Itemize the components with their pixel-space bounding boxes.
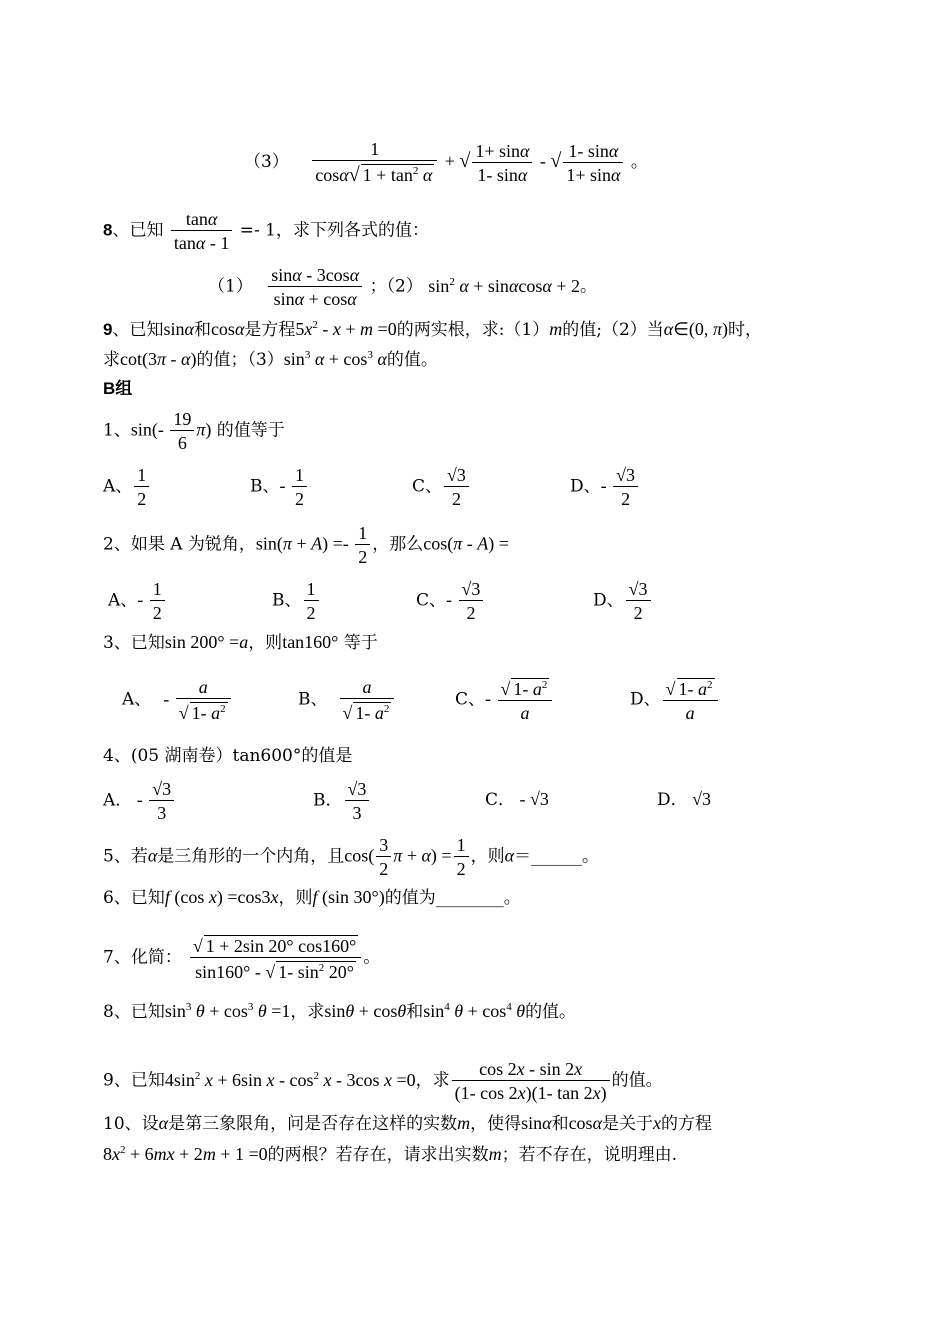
- question-b2: 2、如果 A 为锐角，sin(π + A) =- $\frac{1}{2}$ ，那么cos(π - A) =: [103, 523, 509, 567]
- option-label: B．: [313, 790, 343, 811]
- question-text: 2、如果 A 为锐角，: [103, 534, 256, 555]
- options-b1: A、 $\frac{1}{2}$: [103, 466, 151, 508]
- option-b: B、- $\frac{1}{2}$: [250, 466, 309, 508]
- formula: $\frac{1}{\cos\alpha√ 1 + \tan^2 \alpha}$: [312, 140, 437, 185]
- formula: $\frac{1- \sin\alpha}{1+ \sin\alpha}$: [563, 142, 623, 184]
- question-text: 求: [103, 350, 120, 370]
- question-text: ，使得: [470, 1114, 522, 1134]
- option-b: B、 $\frac{a}{√ 1- a^2}$: [298, 678, 396, 722]
- option-label: C、: [455, 689, 486, 710]
- question-text: 是三角形的一个内角，且: [157, 846, 345, 867]
- option-d: D、 $\frac{√ 1- a^2}{a}$: [630, 678, 720, 722]
- option-label: D、: [570, 476, 601, 497]
- question-text: 6、已知: [103, 888, 165, 908]
- option-d: D． √3: [657, 789, 712, 810]
- question-b8: 8、已知$\sin^3 \theta + \cos^3 \theta =1$，求sinθ + cosθ和$\sin^4 \theta + \cos^4 \theta$的值。: [103, 1001, 577, 1022]
- question-text: 和: [193, 320, 211, 340]
- question-b1: 1、sin(- $\frac{19}{6}$ π) 的值等于: [103, 409, 285, 453]
- option-label: D．: [657, 790, 688, 810]
- end-punct: 。: [580, 276, 597, 297]
- option-d: D、- $\frac{√3}{2}$: [570, 466, 640, 508]
- question-text: 10、设: [103, 1114, 159, 1134]
- question-text: 时，: [727, 320, 762, 340]
- question-b6: 6、已知f (cos x) =cos3x，则f (sin 30°)的值为________。: [103, 887, 521, 908]
- question-text: ，求: [290, 1002, 325, 1022]
- option-label: D、: [630, 689, 661, 710]
- question-text: 的值;（2）当: [562, 320, 664, 340]
- question-text: ，则: [248, 633, 283, 653]
- part-label: （3）: [244, 152, 289, 172]
- question-text: 等于: [343, 633, 378, 653]
- question-text: 1、: [103, 420, 131, 441]
- question-text: ，那么: [372, 534, 424, 555]
- option-d: D、 $\frac{√3}{2}$: [593, 580, 653, 622]
- question-b5: 5、若α是三角形的一个内角，且cos( $\frac{3}{2}$ π + α) = $\frac{1}{2}$ ，则α＝______。: [103, 835, 600, 879]
- question-text: 的两根？若存在，请求出实数: [267, 1145, 489, 1165]
- option-label: B、: [272, 590, 302, 611]
- option-label: B、: [298, 689, 328, 710]
- formula: $\frac{1+ \sin\alpha}{1- \sin\alpha}$: [472, 142, 532, 184]
- question-text: 是方程: [244, 320, 296, 340]
- option-label: C．: [485, 790, 516, 810]
- question-b4: 4、(05 湖南卷）tan600°的值是: [103, 746, 353, 766]
- question-text: 的值。: [525, 1002, 577, 1022]
- option-label: C、: [416, 590, 447, 611]
- formula: $\frac{\tan\alpha}{\tan\alpha - 1}$: [171, 210, 232, 252]
- option-a: A、- $\frac{1}{2}$: [108, 580, 167, 622]
- question-text: 、已知: [112, 220, 164, 241]
- question-text: 8、已知: [103, 1002, 165, 1022]
- question-text: =- 1，求下列各式的值：: [239, 220, 429, 241]
- option-label: A、: [122, 689, 152, 710]
- option-c: C、 $\frac{√3}{2}$: [412, 466, 471, 508]
- option-a: A、 - $\frac{a}{√ 1- a^2}$: [122, 678, 233, 722]
- option-b: B、 $\frac{1}{2}$: [272, 580, 321, 622]
- part-label: （1）: [208, 276, 253, 297]
- question-text: ，求: [415, 1070, 450, 1091]
- question-text: 和: [406, 1002, 424, 1022]
- question-text: 。: [363, 947, 381, 968]
- question-b7: 7、化简： $\frac{√ 1 + 2\sin 20^\circ \cos 160^\circ}{\sin 160^\circ - √ 1- \sin^2 20^\circ}$ 。: [103, 936, 381, 982]
- question-b10: 10、设α是第三象限角，问是否存在这样的实数m，使得sinα和cosα是关于x的方程: [103, 1113, 713, 1134]
- question-number: 8: [103, 220, 113, 240]
- question-b3: 3、已知sin 200° =a，则tan160° 等于: [103, 632, 378, 653]
- option-label: B、: [250, 476, 280, 497]
- question-a8-parts: [208, 266, 597, 308]
- question-text: 9、已知: [103, 1070, 165, 1091]
- formula: $\sin^2 \alpha + \sin\alpha\cos\alpha + 2$: [428, 275, 580, 296]
- formula: $\frac{\sin\alpha - 3\cos\alpha}{\sin\alpha + \cos\alpha}$: [268, 266, 362, 308]
- question-text: 是第三象限角，问是否存在这样的实数: [168, 1114, 458, 1134]
- question-text: ，则: [278, 888, 313, 908]
- question-text: ＝______。: [514, 846, 600, 867]
- question-text: 7、化简：: [103, 947, 182, 968]
- question-a9-line2: 求cot(3π - α)的值；$(3)\sin^3$ $\alpha + \cos^3 \alpha$的值。: [103, 349, 438, 370]
- option-c: C、- $\frac{√ 1- a^2}{a}$: [455, 678, 554, 722]
- q7-part3: （3） $\frac{1}{\cos\alpha√ 1 + \tan^2 \alpha}$ + √ $\frac{1+ \sin\alpha}{1- \sin\alpha}$ - √ $\frac{1- \sin\alpha}{1+ \sin\alpha}$ 。: [244, 139, 648, 186]
- option-a: A． - $\frac{√3}{3}$: [103, 780, 176, 822]
- question-text: 3、已知: [103, 633, 165, 653]
- option-label: A、: [103, 476, 133, 497]
- question-text: 的值等于: [216, 420, 285, 441]
- question-text: 的值为________。: [384, 888, 521, 908]
- question-text: 的值。: [611, 1070, 663, 1091]
- end-punct: 。: [630, 152, 648, 172]
- question-text: 的两实根，求:（1）: [396, 320, 550, 340]
- part-label: ；（2）: [369, 276, 423, 297]
- question-number: 9: [103, 320, 113, 339]
- section-heading: B组: [103, 379, 133, 398]
- question-text: 、已知: [112, 320, 164, 340]
- option-label: D、: [593, 590, 624, 611]
- question-text: 是关于: [602, 1114, 654, 1134]
- option-label: A、: [108, 590, 138, 611]
- question-text: ，则: [470, 846, 505, 867]
- question-text: 的方程: [661, 1114, 713, 1134]
- option-c: C、- $\frac{√3}{2}$: [416, 580, 485, 622]
- question-b10-line2: $8x^2 + 6mx + 2m + 1 =0$的两根？若存在，请求出实数m；若不存在，说明理由.: [103, 1144, 678, 1165]
- question-b9: 9、已知$4\sin^2$ x + 6sin x - $\cos^2 x - 3\cos$ x =0，求 $\frac{\cos 2x - \sin 2x}{(1- \cos 2x)(1- \tan 2x)}$ 的值。: [103, 1059, 663, 1103]
- question-a9: 9、已知sinα和cosα是方程$5x^2 - x + m =0$的两实根，求:（1）m的值;（2）当α∈(0, π)时，: [103, 319, 762, 340]
- question-text: 的值。: [386, 350, 438, 370]
- question-text: 和: [551, 1114, 569, 1134]
- option-label: A．: [103, 790, 133, 811]
- option-label: C、: [412, 476, 443, 497]
- option-b: B． $\frac{√3}{3}$: [313, 780, 371, 822]
- question-text: 的值；（3）: [196, 350, 284, 370]
- question-text: 5、若: [103, 846, 148, 867]
- option-c: C． - √3: [485, 789, 549, 810]
- question-text: ；若不存在，说明理由.: [501, 1145, 678, 1165]
- question-a8: [103, 210, 429, 252]
